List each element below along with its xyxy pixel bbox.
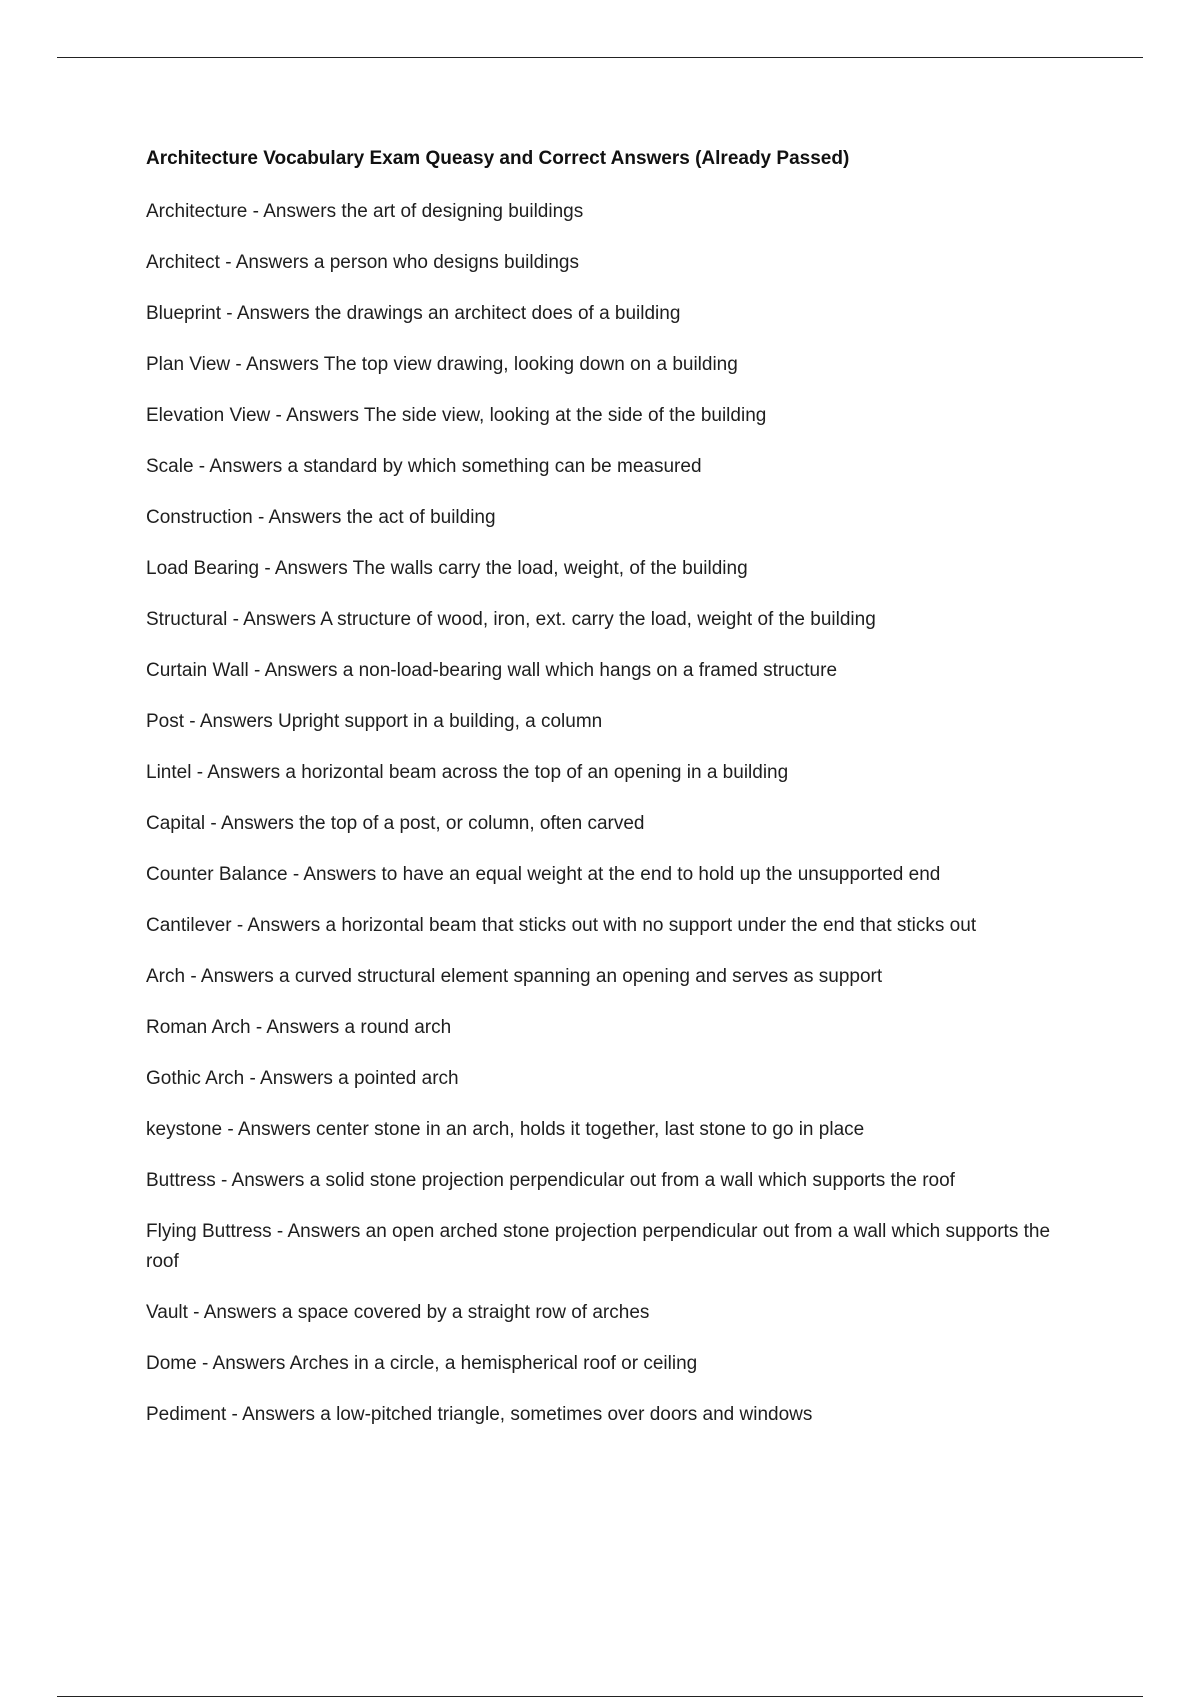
vocabulary-entry: Structural - Answers A structure of wood, iron, ext. carry the load, weight of the building (146, 609, 876, 630)
vocabulary-entry: Elevation View - Answers The side view, looking at the side of the building (146, 405, 767, 426)
document-title: Architecture Vocabulary Exam Queasy and Correct Answers (Already Passed) (146, 148, 850, 169)
vocabulary-entry: Arch - Answers a curved structural element spanning an opening and serves as support (146, 966, 883, 987)
vocabulary-entry: Roman Arch - Answers a round arch (146, 1017, 452, 1038)
header-rule (57, 57, 1143, 58)
vocabulary-entry: keystone - Answers center stone in an arch, holds it together, last stone to go in place (146, 1119, 865, 1140)
vocabulary-entry: Lintel - Answers a horizontal beam across the top of an opening in a building (146, 762, 789, 783)
vocabulary-entry: Load Bearing - Answers The walls carry the load, weight, of the building (146, 558, 748, 579)
vocabulary-entry: Curtain Wall - Answers a non-load-bearing wall which hangs on a framed structure (146, 660, 838, 681)
vocabulary-entry: Pediment - Answers a low-pitched triangle, sometimes over doors and windows (146, 1404, 813, 1425)
vocabulary-entry: Post - Answers Upright support in a building, a column (146, 711, 603, 732)
vocabulary-entry: Counter Balance - Answers to have an equal weight at the end to hold up the unsupported end (146, 864, 941, 885)
vocabulary-entry: Architect - Answers a person who designs buildings (146, 252, 580, 273)
vocabulary-entry: Flying Buttress - Answers an open arched stone projection perpendicular out from a wall which supports the roof (146, 1221, 1051, 1272)
vocabulary-entry: Cantilever - Answers a horizontal beam that sticks out with no support under the end that sticks out (146, 915, 977, 936)
vocabulary-entry: Gothic Arch - Answers a pointed arch (146, 1068, 459, 1089)
footer-rule (57, 1696, 1143, 1697)
vocabulary-entry: Vault - Answers a space covered by a straight row of arches (146, 1302, 650, 1323)
vocabulary-entry: Buttress - Answers a solid stone projection perpendicular out from a wall which supports the roof (146, 1170, 955, 1191)
document-body (146, 146, 1086, 1451)
vocabulary-entry: Scale - Answers a standard by which something can be measured (146, 456, 702, 477)
vocabulary-entry: Dome - Answers Arches in a circle, a hemispherical roof or ceiling (146, 1353, 698, 1374)
vocabulary-entry: Construction - Answers the act of building (146, 507, 496, 528)
vocabulary-entry: Architecture - Answers the art of designing buildings (146, 201, 584, 222)
vocabulary-entry: Blueprint - Answers the drawings an architect does of a building (146, 303, 681, 324)
vocabulary-list (146, 197, 1086, 1430)
vocabulary-entry: Plan View - Answers The top view drawing, looking down on a building (146, 354, 738, 375)
vocabulary-entry: Capital - Answers the top of a post, or column, often carved (146, 813, 645, 834)
